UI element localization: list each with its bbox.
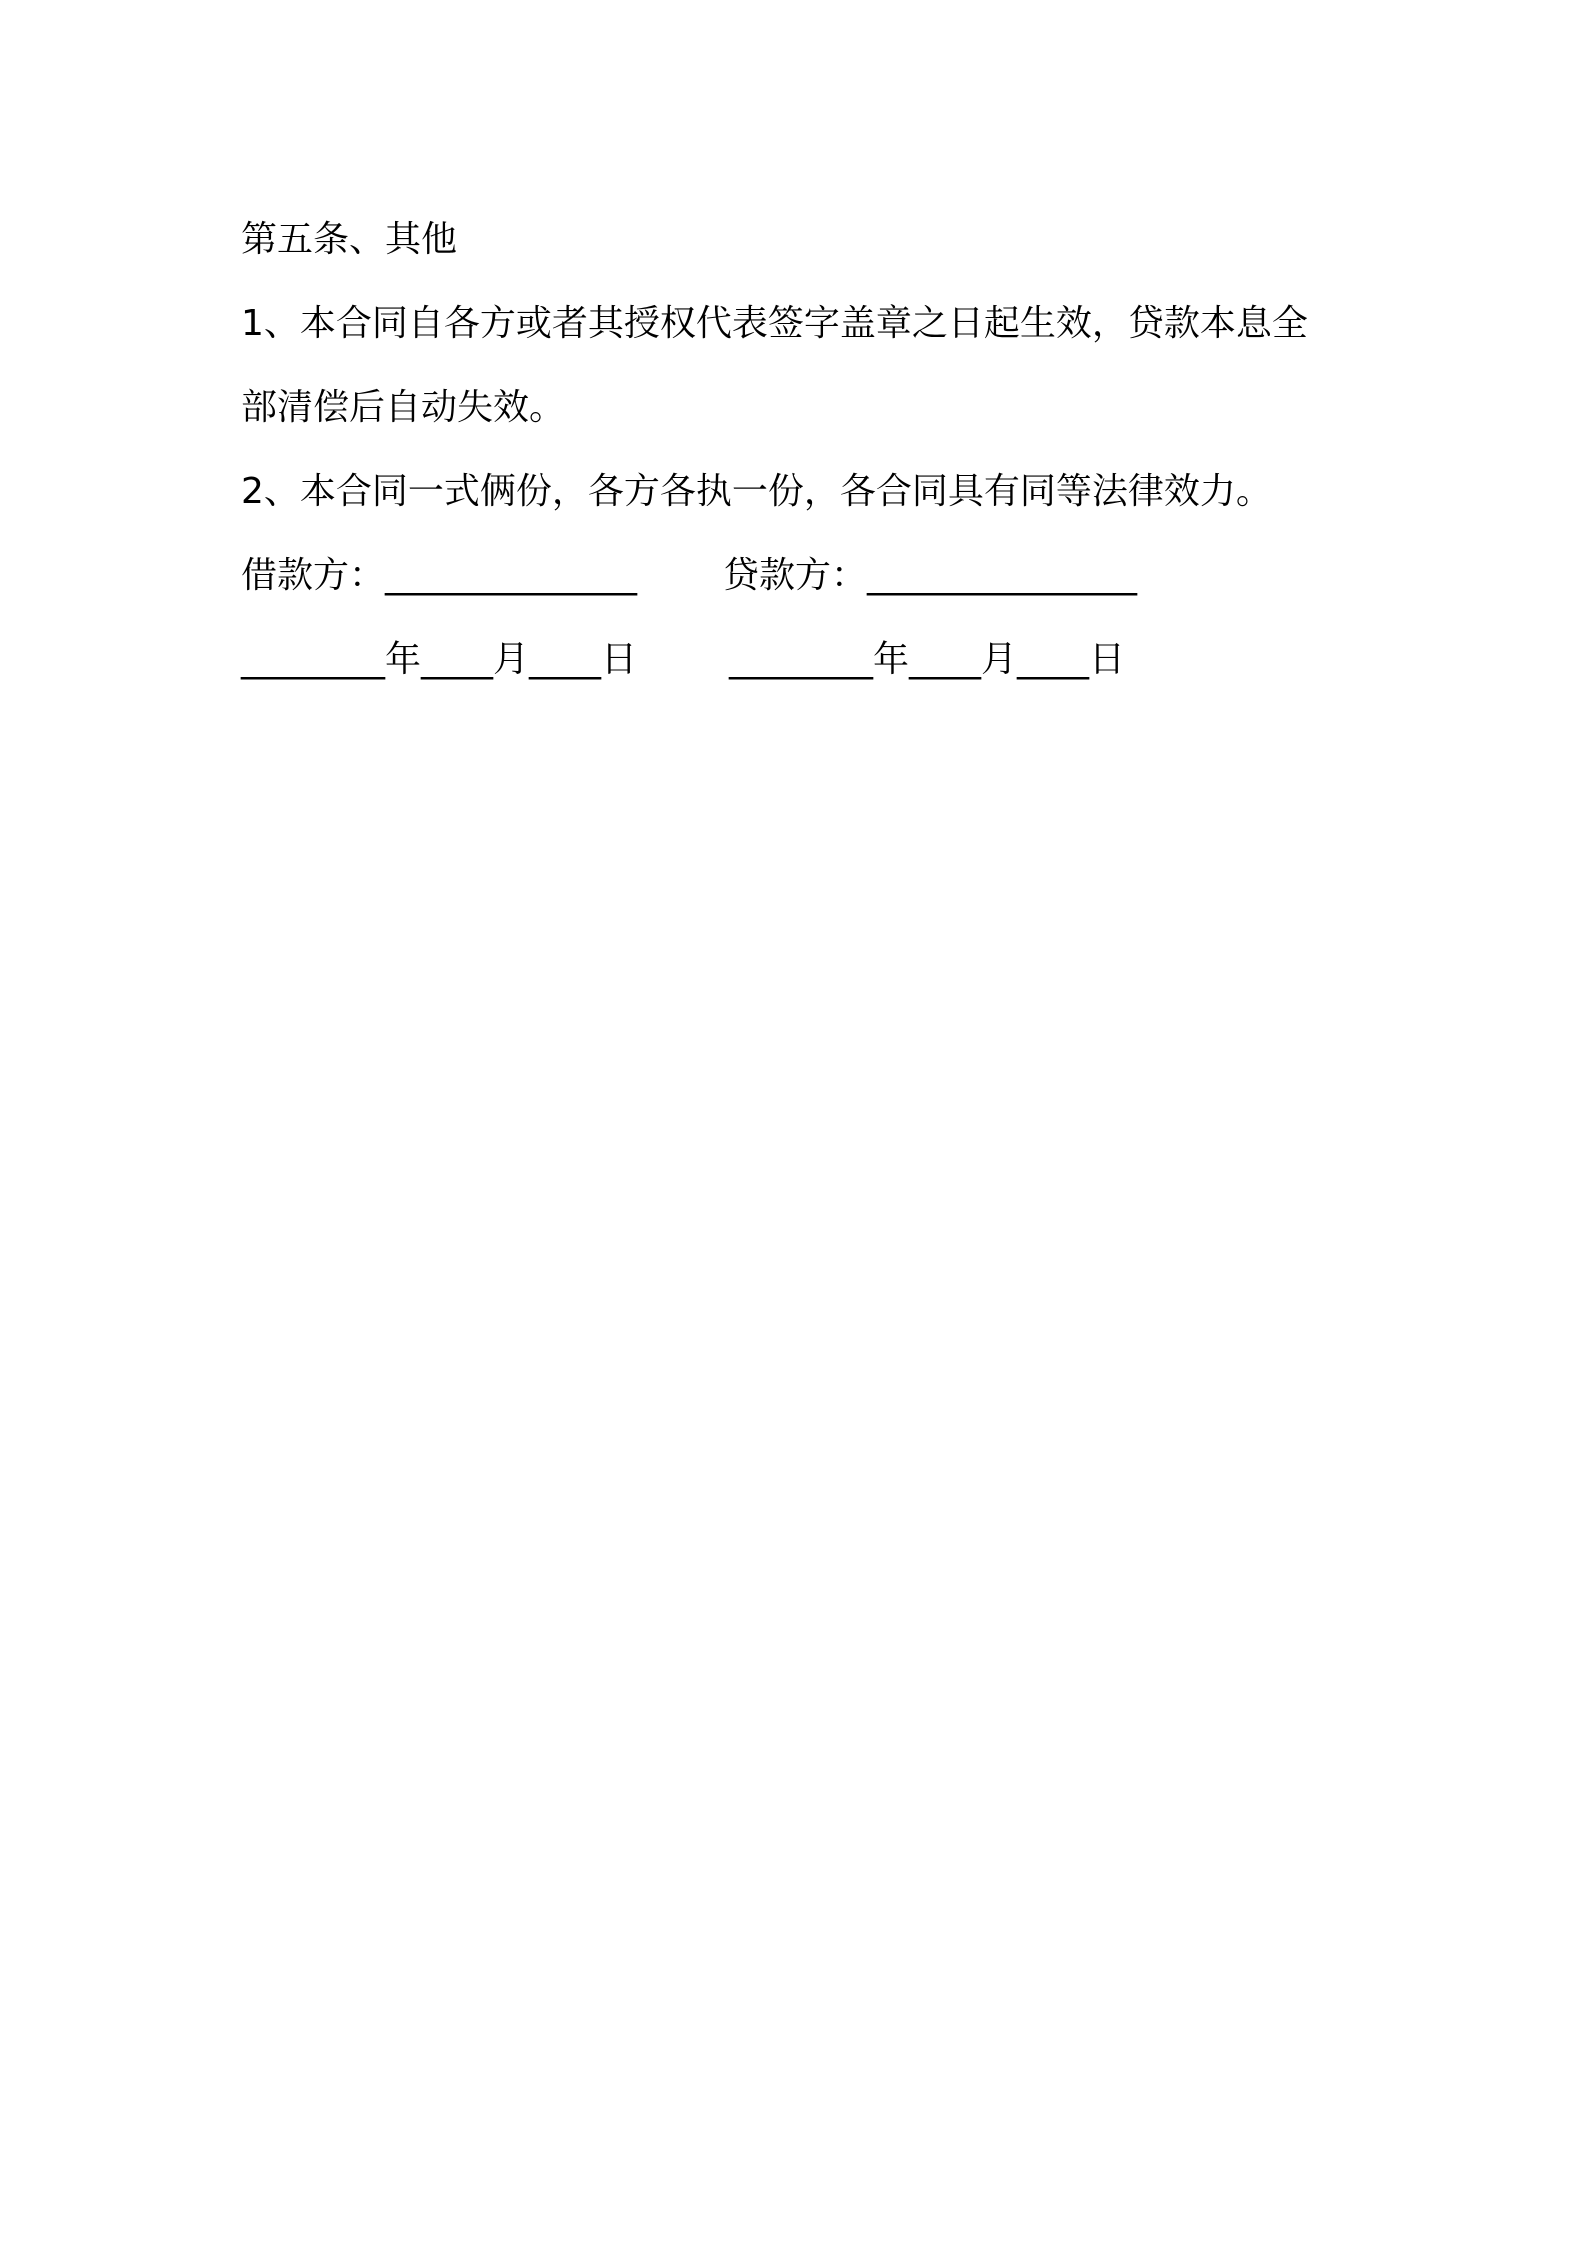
- clause-1-line-2: 部清偿后自动失效。: [241, 387, 566, 428]
- document-body: [241, 198, 1361, 702]
- lender-signature-field: 贷款方：_______________: [723, 555, 1138, 596]
- date-row: [241, 618, 1361, 702]
- borrower-date-field: ________年____月____日: [241, 639, 637, 680]
- clause-2: 2、本合同一式俩份，各方各执一份，各合同具有同等法律效力。: [241, 471, 1272, 512]
- clause-1-line-1: 1、本合同自各方或者其授权代表签字盖章之日起生效，贷款本息全: [241, 303, 1308, 344]
- lender-date-field: ________年____月____日: [729, 639, 1125, 680]
- section-title: 第五条、其他: [241, 219, 458, 260]
- borrower-signature-field: 借款方：______________: [241, 555, 638, 596]
- signature-row: [241, 534, 1361, 618]
